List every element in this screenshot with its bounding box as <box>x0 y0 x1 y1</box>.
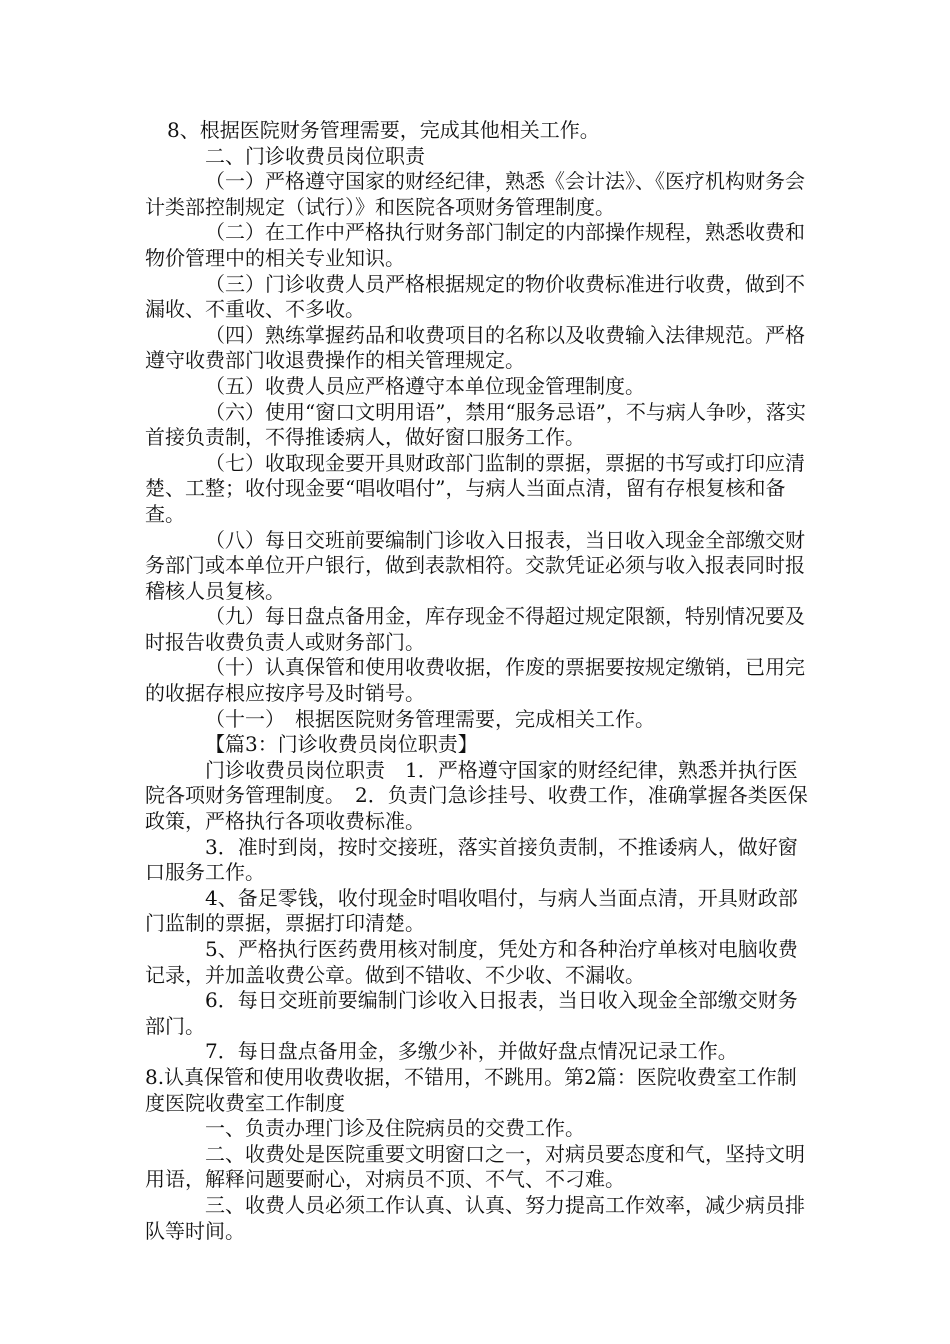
document-body <box>145 118 811 1244</box>
paragraph: （七）收取现金要开具财政部门监制的票据，票据的书写或打印应清楚、工整；收付现金要“唱收唱付”，与病人当面点清，留有存根复核和备查。 <box>145 450 805 526</box>
section-heading: 二、门诊收费员岗位职责 <box>205 143 425 168</box>
paragraph: （三）门诊收费人员严格根据规定的物价收费标准进行收费，做到不漏收、不重收、不多收。 <box>145 271 805 322</box>
paragraph: 门诊收费员岗位职责 1．严格遵守国家的财经纪律，熟悉并执行医院各项财务管理制度。 2．负责门急诊挂号、收费工作，准确掌握各类医保政策，严格执行各项收费标准。 <box>145 757 808 834</box>
paragraph: （十）认真保管和使用收费收据，作废的票据要按规定缴销，已用完的收据存根应按序号及时销号。 <box>145 655 805 706</box>
paragraph: 5、严格执行医药费用核对制度，凭处方和各种治疗单核对电脑收费记录，并加盖收费公章。做到不错收、不少收、不漏收。 <box>145 937 798 987</box>
paragraph: （五）收费人员应严格遵守本单位现金管理制度。 <box>205 373 645 398</box>
paragraph: （八）每日交班前要编制门诊收入日报表，当日收入现金全部缴交财务部门或本单位开户银行，做到表款相符。交款凭证必须与收入报表同时报稽核人员复核。 <box>145 527 805 603</box>
paragraph: 4、备足零钱，收付现金时唱收唱付，与病人当面点清，开具财政部门监制的票据，票据打印清楚。 <box>145 885 798 936</box>
paragraph: 3．准时到岗，按时交接班，落实首接负责制，不推诿病人，做好窗口服务工作。 <box>145 834 798 885</box>
paragraph: （十一） 根据医院财务管理需要，完成相关工作。 <box>205 706 655 731</box>
paragraph: （二）在工作中严格执行财务部门制定的内部操作规程，熟悉收费和物价管理中的相关专业知识。 <box>145 220 805 270</box>
paragraph: （九）每日盘点备用金，库存现金不得超过规定限额，特别情况要及时报告收费负责人或财务部门。 <box>145 604 805 654</box>
paragraph: （四）熟练掌握药品和收费项目的名称以及收费输入法律规范。严格遵守收费部门收退费操作的相关管理规定。 <box>145 322 805 373</box>
paragraph: 8.认真保管和使用收费收据，不错用，不跳用。第2篇：医院收费室工作制度医院收费室工作制度 <box>145 1064 797 1115</box>
paragraph: 6．每日交班前要编制门诊收入日报表，当日收入现金全部缴交财务部门。 <box>145 988 798 1038</box>
paragraph: 二、收费处是医院重要文明窗口之一，对病员要态度和气，坚持文明用语，解释问题要耐心，对病员不顶、不气、不刁难。 <box>145 1141 805 1192</box>
paragraph: 一、负责办理门诊及住院病员的交费工作。 <box>205 1116 585 1141</box>
section-heading: 【篇3：门诊收费员岗位职责】 <box>205 732 478 757</box>
paragraph: 8、根据医院财务管理需要，完成其他相关工作。 <box>167 118 600 142</box>
paragraph: 三、收费人员必须工作认真、认真、努力提高工作效率，减少病员排队等时间。 <box>145 1192 805 1243</box>
paragraph: 7．每日盘点备用金，多缴少补，并做好盘点情况记录工作。 <box>205 1039 738 1064</box>
paragraph: （六）使用“窗口文明用语”，禁用“服务忌语”，不与病人争吵，落实首接负责制，不得推诿病人，做好窗口服务工作。 <box>145 399 806 450</box>
paragraph: （一）严格遵守国家的财经纪律，熟悉《会计法》、《医疗机构财务会计类部控制规定（试行）》和医院各项财务管理制度。 <box>145 169 805 219</box>
